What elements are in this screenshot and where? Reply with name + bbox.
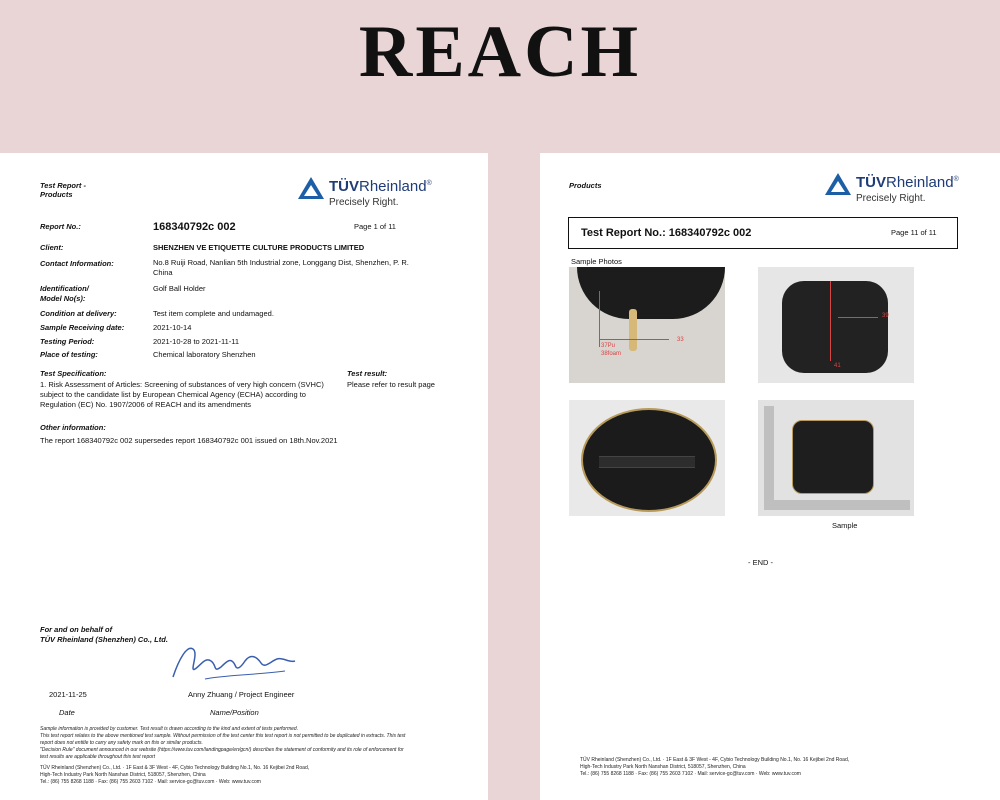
other-heading: Other information: <box>40 423 106 432</box>
photo-caption: Sample <box>832 521 858 530</box>
other-text: The report 168340792c 002 supersedes report 168340792c 001 issued on 18th.Nov.2021 <box>40 436 338 445</box>
sample-photos-label: Sample Photos <box>571 257 622 266</box>
spec-heading: Test Specification: <box>40 369 107 378</box>
report-header: Test Report - Products <box>40 181 86 199</box>
report-page-11: Products TÜVRheinland® Precisely Right. Test Report No.: 168340792c 002 Page 11 of 11 Sample Photos 37Pu 38foam 33 39 41 Sample - END - TÜV Rheinland (Shenzhen) Co., Ltd. · 1F East & 3F West - 4F, Cybio Technology Building No.1, No. 16 Kejibei 2nd Road, High-Tech Industry Park North Nanshan District, 518057, Shenzhen, China Tel.: (86) 755 8268 1188 · Fax: (86) 755 2603 7102 · Mail: service-gc@tuv.com · Web: www.tuv.com <box>540 153 1000 800</box>
receiving-date-value: 2021-10-14 <box>153 323 192 332</box>
sample-photo-3 <box>569 400 725 516</box>
field-label: Place of testing: <box>40 350 98 359</box>
field-label: Contact Information: <box>40 259 114 268</box>
spec-item: 1. Risk Assessment of Articles: Screening of substances of very high concern (SVHC) subject to the candidate list by European Chemical Agency (ECHA) according to Regulation (EC) No. 1907/2006 of REACH and its amendments <box>40 380 324 409</box>
result-text: Please refer to result page <box>347 380 435 389</box>
page-footer: TÜV Rheinland (Shenzhen) Co., Ltd. · 1F East & 3F West - 4F, Cybio Technology Building No.1, No. 16 Kejibei 2nd Road, High-Tech Industry Park North Nanshan District, 518057, Shenzhen, China Tel.: (86) 755 8268 1188 · Fax: (86) 755 2603 7102 · Mail: service-gc@tuv.com · Web: www.tuv.com <box>40 765 310 785</box>
condition-value: Test item complete and undamaged. <box>153 309 274 318</box>
field-label: Identification/ <box>40 284 89 293</box>
sample-photo-4 <box>758 400 914 516</box>
name-position-label: Name/Position <box>210 708 259 717</box>
signer-name: Anny Zhuang / Project Engineer <box>188 690 295 699</box>
report-number-box <box>568 217 958 249</box>
sample-photo-1: 37Pu 38foam 33 <box>569 267 725 383</box>
testing-period-value: 2021-10-28 to 2021-11-11 <box>153 337 240 346</box>
behalf-block: For and on behalf of TÜV Rheinland (Shenzhen) Co., Ltd. <box>40 625 168 644</box>
signature-text <box>195 658 246 668</box>
field-label: Condition at delivery: <box>40 309 117 318</box>
page-footer: TÜV Rheinland (Shenzhen) Co., Ltd. · 1F East & 3F West - 4F, Cybio Technology Building No.1, No. 16 Kejibei 2nd Road, High-Tech Industry Park North Nanshan District, 518057, Shenzhen, China Tel.: (86) 755 8268 1188 · Fax: (86) 755 2603 7102 · Mail: service-gc@tuv.com · Web: www.tuv.com <box>580 757 850 777</box>
report-number: 168340792c 002 <box>153 221 236 233</box>
report-number: Test Report No.: 168340792c 002 <box>581 227 752 239</box>
contact-value: No.8 Ruiji Road, Nanlian 5th Industrial zone, Longgang Dist, Shenzhen, P. R. China <box>153 258 409 277</box>
end-marker: - END - <box>748 558 773 567</box>
field-label: Report No.: <box>40 222 81 231</box>
page-number: Page 11 of 11 <box>891 228 937 237</box>
identification-value: Golf Ball Holder <box>153 284 206 293</box>
field-label: Sample Receiving date: <box>40 323 125 332</box>
date-value: 2021-11-25 <box>49 690 87 699</box>
field-label: Testing Period: <box>40 337 95 346</box>
field-label: Client: <box>40 243 64 252</box>
result-heading: Test result: <box>347 369 388 378</box>
place-value: Chemical laboratory Shenzhen <box>153 350 256 359</box>
report-page-1: Test Report - Products TÜVRheinland® Precisely Right. Report No.: 168340792c 002 Page 1 of 11 Client: SHENZHEN VE ETIQUETTE CULTURE PRODUCTS LIMITED Contact Information: No.8 Ruiji Road, Nanlian 5th Industrial zone, Longgang Dist, Shenzhen, P. R. China Identification/ Golf Ball Holder Model No(s): Condition at delivery: Test item complete and undamaged. Sample Receiving date: 2021-10-14 Testing Period: 2021-10-28 to 2021-11-11 Place of testing: Chemical laboratory Shenzhen Test Specification: Test result: 1. Risk Assessment of Articles: Screening of substances of very high concern (SVHC) subject to the candidate list by European Chemical Agency (ECHA) according to Regulation (EC) No. 1907/2006 of REACH and its amendments Please refer to result page Other information: The report 168340792c 002 supersedes report 168340792c 001 issued on 18th.Nov.2021 For and on behalf of TÜV Rheinland (Shenzhen) Co., Ltd. 2021-11-25 Anny Zhuang / Project Engineer Date Name/Position Sample information is provided by customer. Test result is drawn according to the kind and extent of tests performed. This test report relates to the above mentioned test sample. Without permission of the test center this test report is not permitted to be duplicated in extracts. This test report does not entitle to carry any safety mark on this or similar products. "Decision Rule" document announced in our website (https://www.tuv.com/landingpage/en/gcn/) describes the statement of conformity and its role of enforcement for test results are applicable throughout this test report TÜV Rheinland (Shenzhen) Co., Ltd. · 1F East & 3F West - 4F, Cybio Technology Building No.1, No. 16 Kejibei 2nd Road, High-Tech Industry Park North Nanshan District, 518057, Shenzhen, China Tel.: (86) 755 8268 1188 · Fax: (86) 755 2603 7102 · Mail: service-gc@tuv.com · Web: www.tuv.com <box>0 153 488 800</box>
page-number: Page 1 of 11 <box>354 222 396 231</box>
field-label: Model No(s): <box>40 294 86 303</box>
client-value: SHENZHEN VE ETIQUETTE CULTURE PRODUCTS LIMITED <box>153 243 365 252</box>
report-header: Products <box>569 181 602 190</box>
sample-photo-2: 39 41 <box>758 267 914 383</box>
banner-title: REACH <box>358 11 642 93</box>
date-label: Date <box>59 708 75 717</box>
fine-print: Sample information is provided by customer. Test result is drawn according to the kind and extent of tests performed. This test report relates to the above mentioned test sample. Without permission of the test center this test report is not permitted to be duplicated in extracts. This test report does not entitle to carry any safety mark on this or similar products. "Decision Rule" document announced in our website (https://www.tuv.com/landingpage/en/gcn/) describes the statement of conformity and its role of enforcement for test results are applicable throughout this test report <box>40 726 406 760</box>
